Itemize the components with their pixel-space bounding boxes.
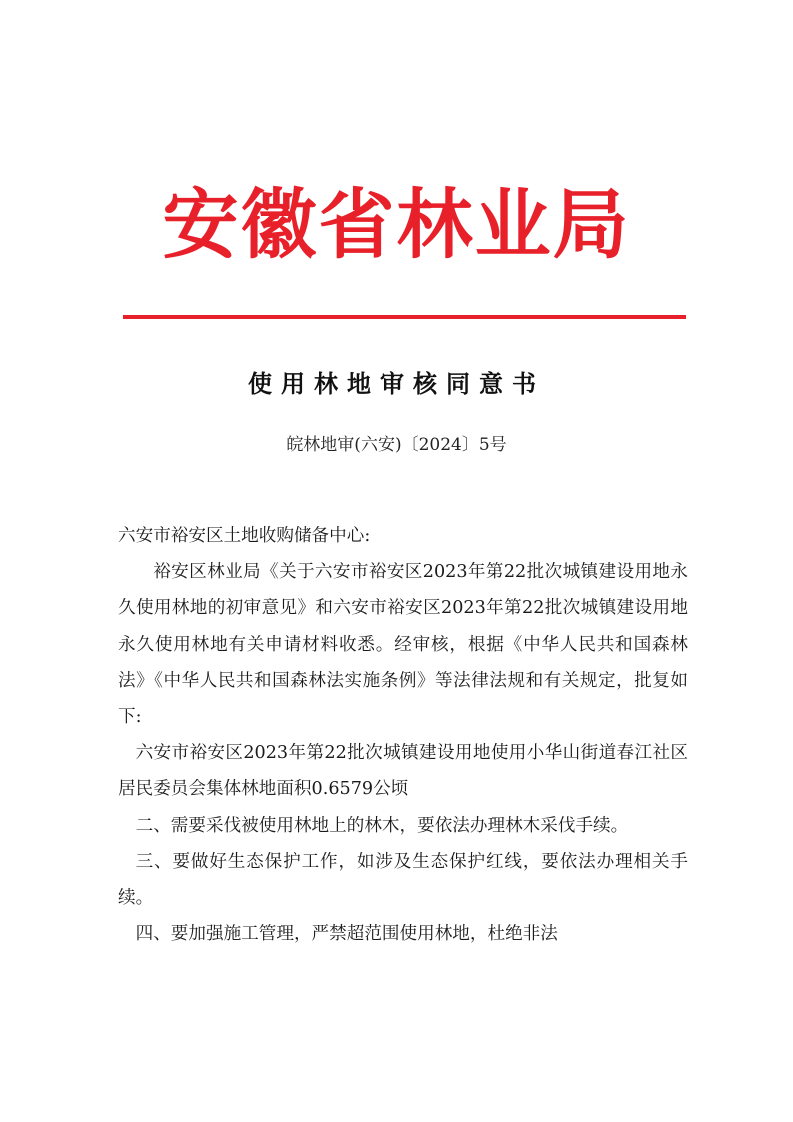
- paragraph-ecological-protection: 三、要做好生态保护工作，如涉及生态保护红线，要依法办理相关手续。: [118, 851, 688, 909]
- document-title: 使用林地审核同意书: [248, 369, 545, 398]
- header-red-rule: [123, 315, 686, 319]
- paragraph-construction-management: 四、要加强施工管理，严禁超范围使用林地，杜绝非法: [135, 924, 558, 945]
- paragraph-logging-permit: 二、需要采伐被使用林地上的林木，要依法办理林木采伐手续。: [135, 815, 629, 836]
- salutation: 六安市裕安区土地收购储备中心:: [118, 526, 371, 546]
- paragraph-intro: 裕安区林业局《关于六安市裕安区2023年第22批次城镇建设用地永久使用林地的初审意见》和六安市裕安区2023年第22批次城镇建设用地永久使用林地有关申请材料收悉。经审核，根据《中华人民共和国森林法》《中华人民共和国森林法实施条例》等法律法规和有关规定，批复如下:: [118, 562, 688, 728]
- document-number: 皖林地审(六安)〔2024〕5号: [286, 435, 507, 455]
- document-body: [118, 518, 688, 952]
- paragraph-approval-area: 六安市裕安区2023年第22批次城镇建设用地使用小华山街道春江社区居民委员会集体林地面积0.6579公顷: [118, 743, 688, 800]
- issuing-agency-header: 安徽省林业局: [162, 180, 631, 269]
